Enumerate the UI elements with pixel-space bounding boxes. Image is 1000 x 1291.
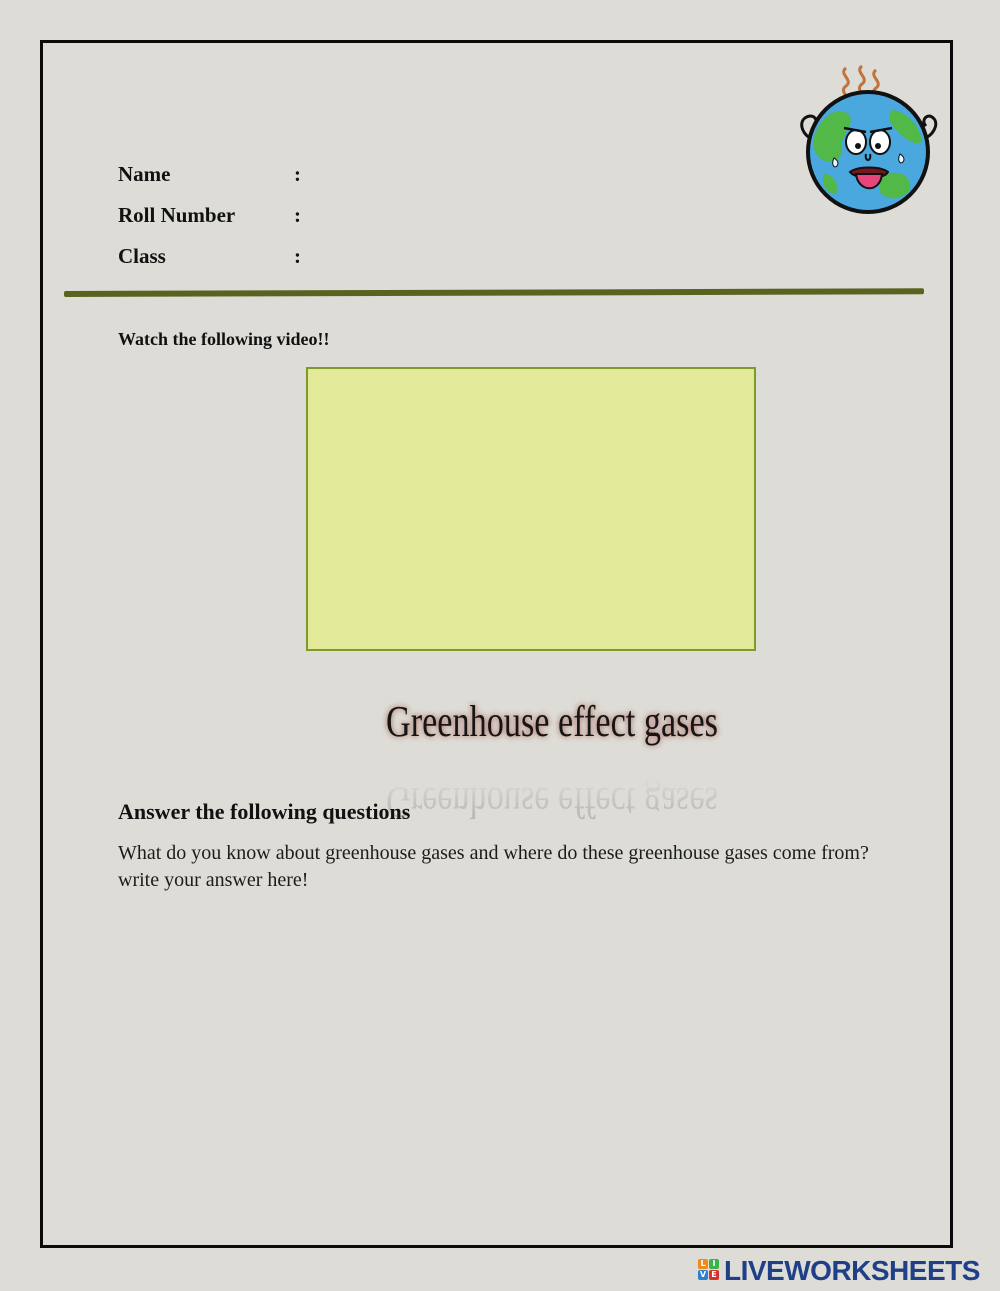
liveworksheets-logo[interactable] xyxy=(698,1255,998,1287)
greenhouse-title-reflection: Greenhouse effect gases xyxy=(386,778,718,827)
roll-number-field xyxy=(118,203,301,228)
class-separator: : xyxy=(294,244,301,268)
questions-heading: Answer the following questions xyxy=(118,799,411,824)
name-field xyxy=(118,162,301,187)
video-placeholder[interactable] xyxy=(306,367,756,651)
greenhouse-title-wordart xyxy=(380,690,740,827)
class-field xyxy=(118,244,301,269)
class-label: Class xyxy=(118,244,166,268)
sweating-earth-icon xyxy=(796,62,944,218)
video-instruction: Watch the following video!! xyxy=(118,329,330,349)
roll-number-separator: : xyxy=(294,203,301,227)
name-separator: : xyxy=(294,162,301,186)
roll-number-label: Roll Number xyxy=(118,203,236,227)
name-label: Name xyxy=(118,162,171,186)
brand-name: LIVEWORKSHEETS xyxy=(724,1255,980,1286)
logo-tiles-icon: L I V E xyxy=(698,1259,720,1281)
greenhouse-title-text: Greenhouse effect gases xyxy=(386,697,718,746)
question-1-text: What do you know about greenhouse gases and where do these greenhouse gases come from? write your answer here! xyxy=(118,842,869,891)
